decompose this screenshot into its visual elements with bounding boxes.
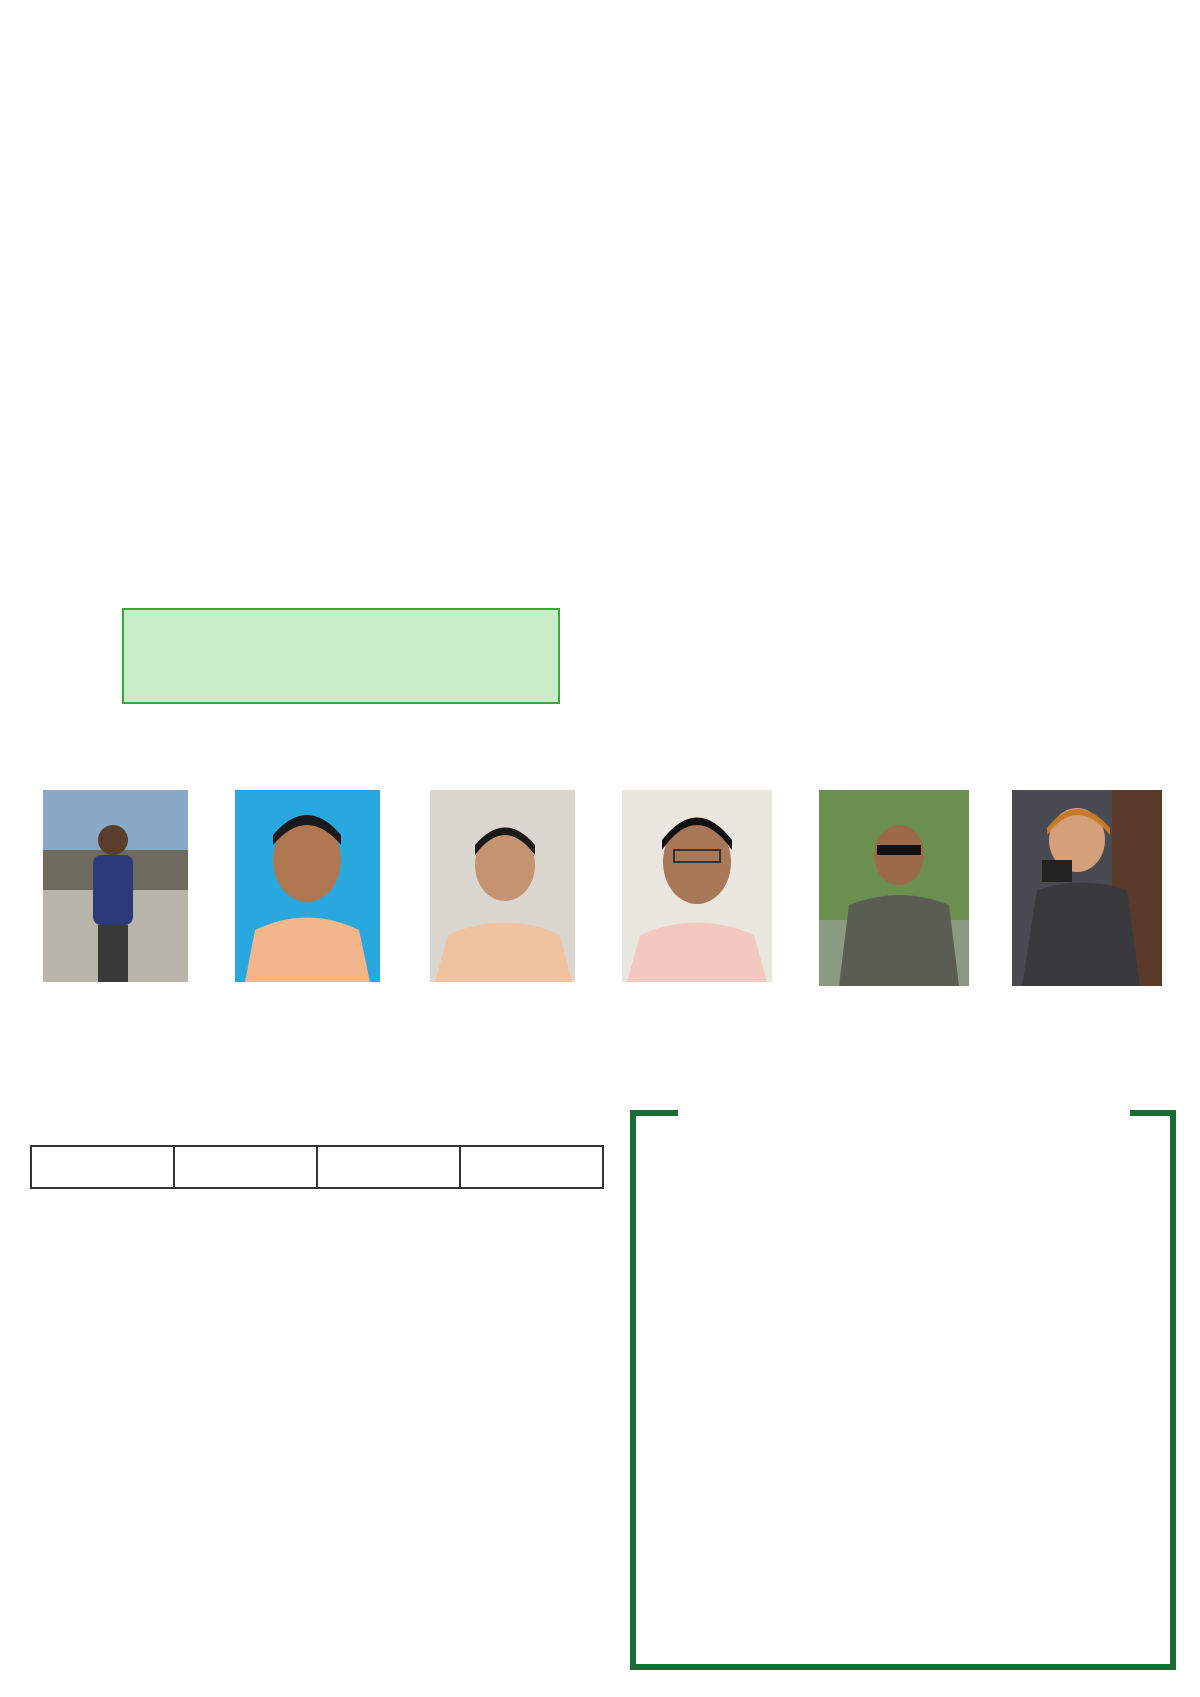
guide-photo-nimol bbox=[622, 790, 772, 982]
reservation-box bbox=[122, 608, 560, 704]
memo-frame bbox=[630, 1110, 1176, 1670]
guide-photo-image bbox=[430, 790, 575, 982]
memo-frame-corner-left bbox=[630, 1110, 678, 1116]
guide-card bbox=[25, 790, 201, 992]
guide-photo-seambin bbox=[819, 790, 969, 986]
guide-card bbox=[1000, 790, 1176, 992]
guide-photo-image bbox=[235, 790, 380, 982]
guide-photo-smey bbox=[1012, 790, 1162, 986]
memo-frame-corner-right bbox=[1130, 1110, 1176, 1116]
header-phone bbox=[317, 1146, 460, 1188]
guide-card bbox=[610, 790, 786, 992]
header-category bbox=[31, 1146, 174, 1188]
guide-card bbox=[800, 790, 976, 992]
guide-photo-vottana bbox=[430, 790, 575, 982]
guide-photo-sophal bbox=[43, 790, 188, 982]
guide-photo-image bbox=[43, 790, 188, 982]
delivery-table bbox=[30, 1145, 604, 1189]
guide-photo-image bbox=[1012, 790, 1162, 986]
guide-photo-image bbox=[622, 790, 772, 982]
header-kakao bbox=[460, 1146, 603, 1188]
header-company bbox=[174, 1146, 317, 1188]
tour-column-left bbox=[124, 84, 644, 130]
guide-card bbox=[410, 790, 586, 992]
spacer bbox=[124, 84, 644, 107]
guide-photo-seila bbox=[235, 790, 380, 982]
spacer bbox=[124, 107, 644, 130]
guide-card bbox=[215, 790, 391, 992]
guide-photo-image bbox=[819, 790, 969, 986]
